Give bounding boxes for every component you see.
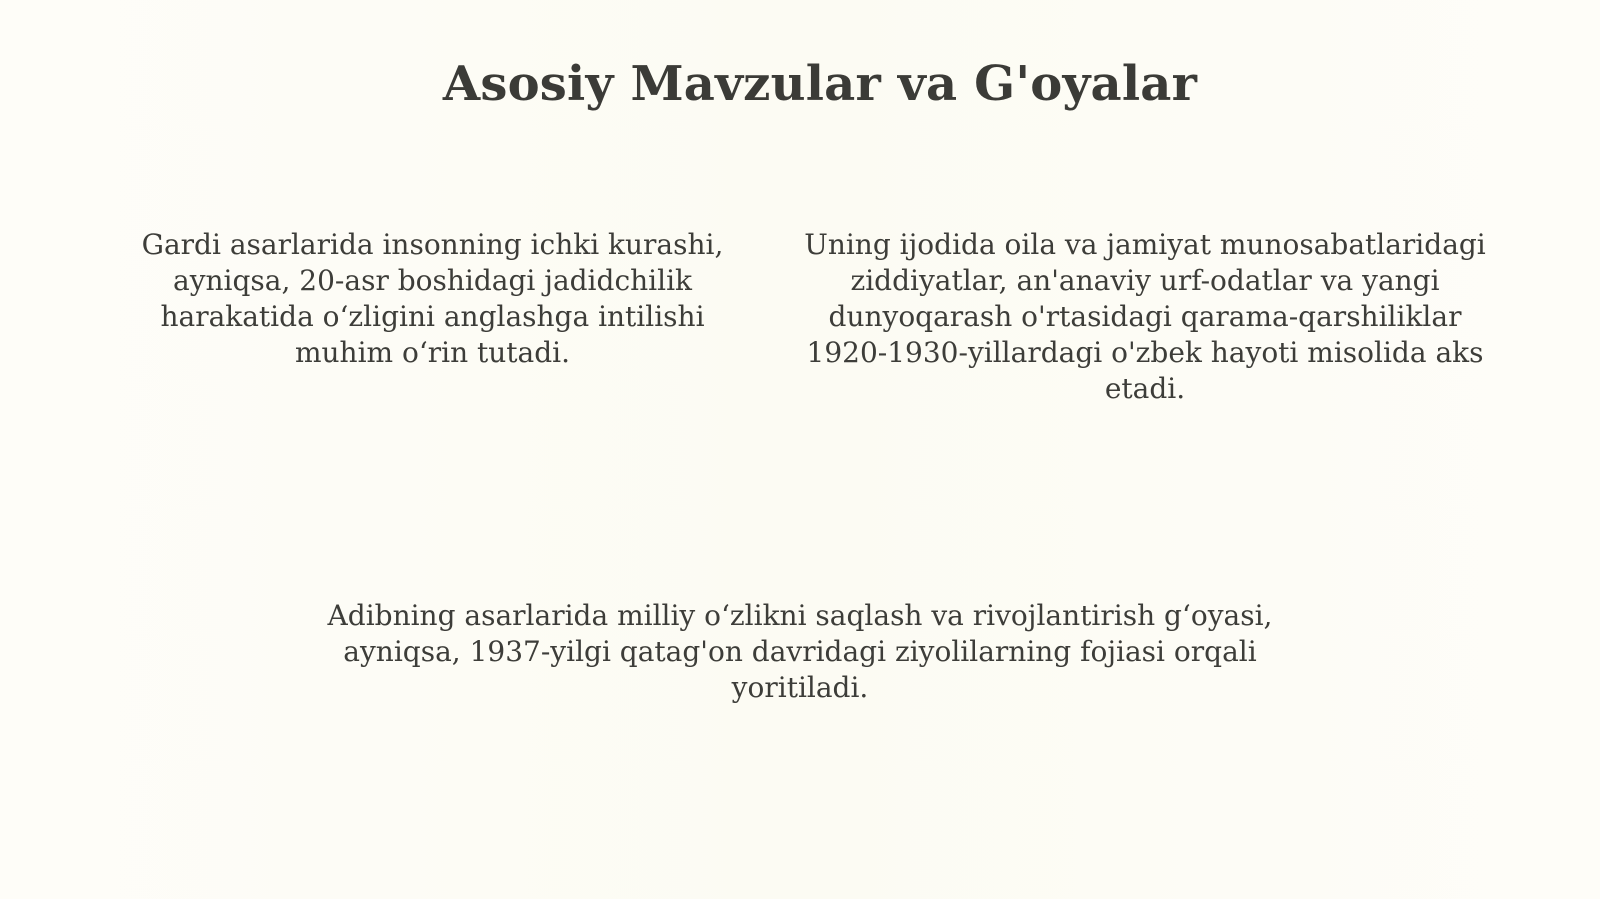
slide-title: Asosiy Mavzular va G'oyalar (442, 56, 1198, 112)
text-block-inner-struggle: Gardi asarlarida insonning ichki kurashi, ayniqsa, 20-asr boshidagi jadidchilik harakatida o‘zligini anglashga intilishi muhim o‘rin tutadi. (141, 228, 724, 369)
text-block-family-society: Uning ijodida oila va jamiyat munosabatlaridagi ziddiyatlar, an'anaviy urf-odatlar va yangi dunyoqarash o'rtasidagi qarama-qarshiliklar 1920-1930-yillardagi o'zbek hayoti misolida aks etadi. (804, 228, 1486, 405)
text-block-national-identity: Adibning asarlarida milliy o‘zlikni saqlash va rivojlantirish g‘oyasi, ayniqsa, 1937-yilgi qatag'on davridagi ziyolilarning fojiasi orqali yoritiladi. (327, 599, 1273, 704)
